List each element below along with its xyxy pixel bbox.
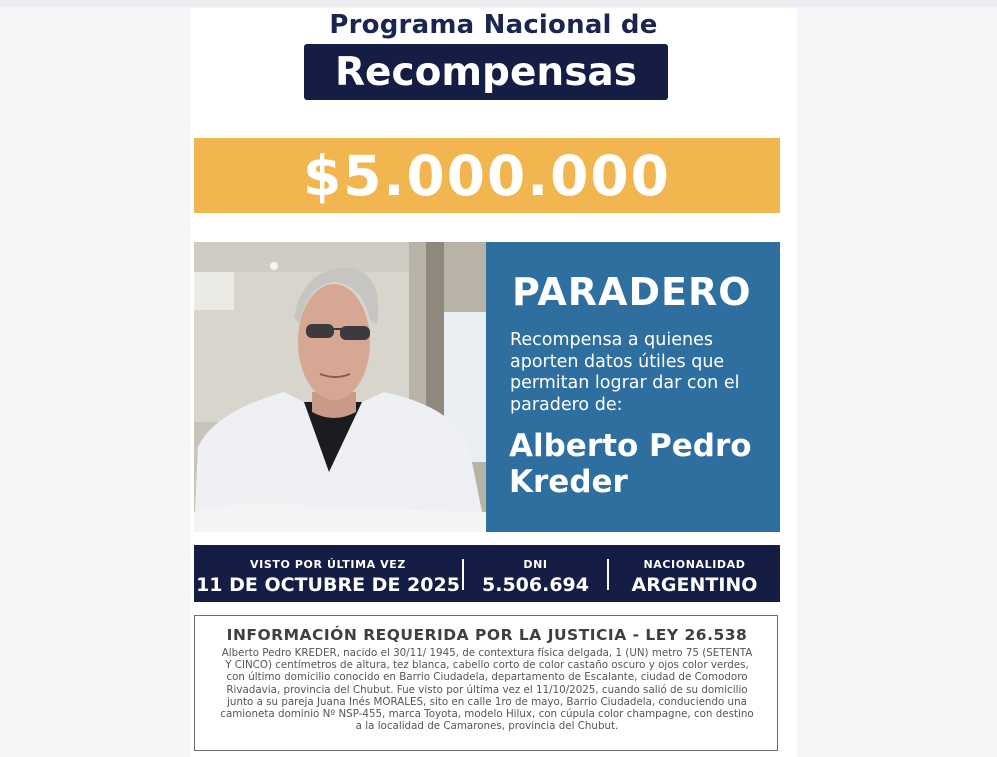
person-name: Alberto Pedro Kreder (509, 428, 752, 500)
legal-body: Alberto Pedro KREDER, nacido el 30/11/ 1945, de contextura física delgada, 1 (UN) metro 75 (SETENTA Y CINCO) centímetros de altura, tez blanca, cabello corto de color castaño oscuro y ojos color verdes, con último domicilio conocido en Barrio Ciudadela, departamento de Escalante, ciudad de Comodoro Rivadavia, provincia del Chubut. Fue visto por última vez el 11/10/2025, cuando salió de su domicilio junto a su pareja Juana Inés MORALES, sito en calle 1ro de mayo, Barrio Ciudadela, conduciendo una camioneta dominio Nº NSP-455, marca Toyota, modelo Hilux, con cúpula color champagne, con destino a la localidad de Camarones, provincia del Chubut. (220, 647, 754, 733)
notice-type: PARADERO (512, 270, 752, 314)
dni-detail (464, 545, 607, 602)
details-bar (194, 545, 780, 602)
nationality-detail (609, 545, 780, 602)
top-border (0, 0, 997, 7)
whereabouts-panel (486, 242, 780, 532)
last-seen-detail (194, 545, 462, 602)
last-seen-label: VISTO POR ÚLTIMA VEZ (250, 558, 406, 571)
dni-value: 5.506.694 (482, 574, 589, 596)
person-photo (194, 242, 486, 532)
legal-title: INFORMACIÓN REQUERIDA POR LA JUSTICIA - LEY 26.538 (226, 626, 748, 644)
reward-description: Recompensa a quienes aporten datos útiles que permitan lograr dar con el paradero de: (510, 330, 740, 415)
person-photo-illustration (194, 242, 486, 532)
dni-label: DNI (523, 558, 548, 571)
reward-amount: $5.000.000 (194, 138, 780, 213)
legal-info-box (194, 615, 778, 751)
reward-poster (190, 8, 797, 757)
program-label: Programa Nacional de (329, 10, 658, 40)
nationality-label: NACIONALIDAD (643, 558, 746, 571)
nationality-value: ARGENTINO (631, 574, 758, 596)
program-title: Recompensas (304, 44, 668, 100)
last-seen-value: 11 DE OCTUBRE DE 2025 (196, 574, 460, 596)
